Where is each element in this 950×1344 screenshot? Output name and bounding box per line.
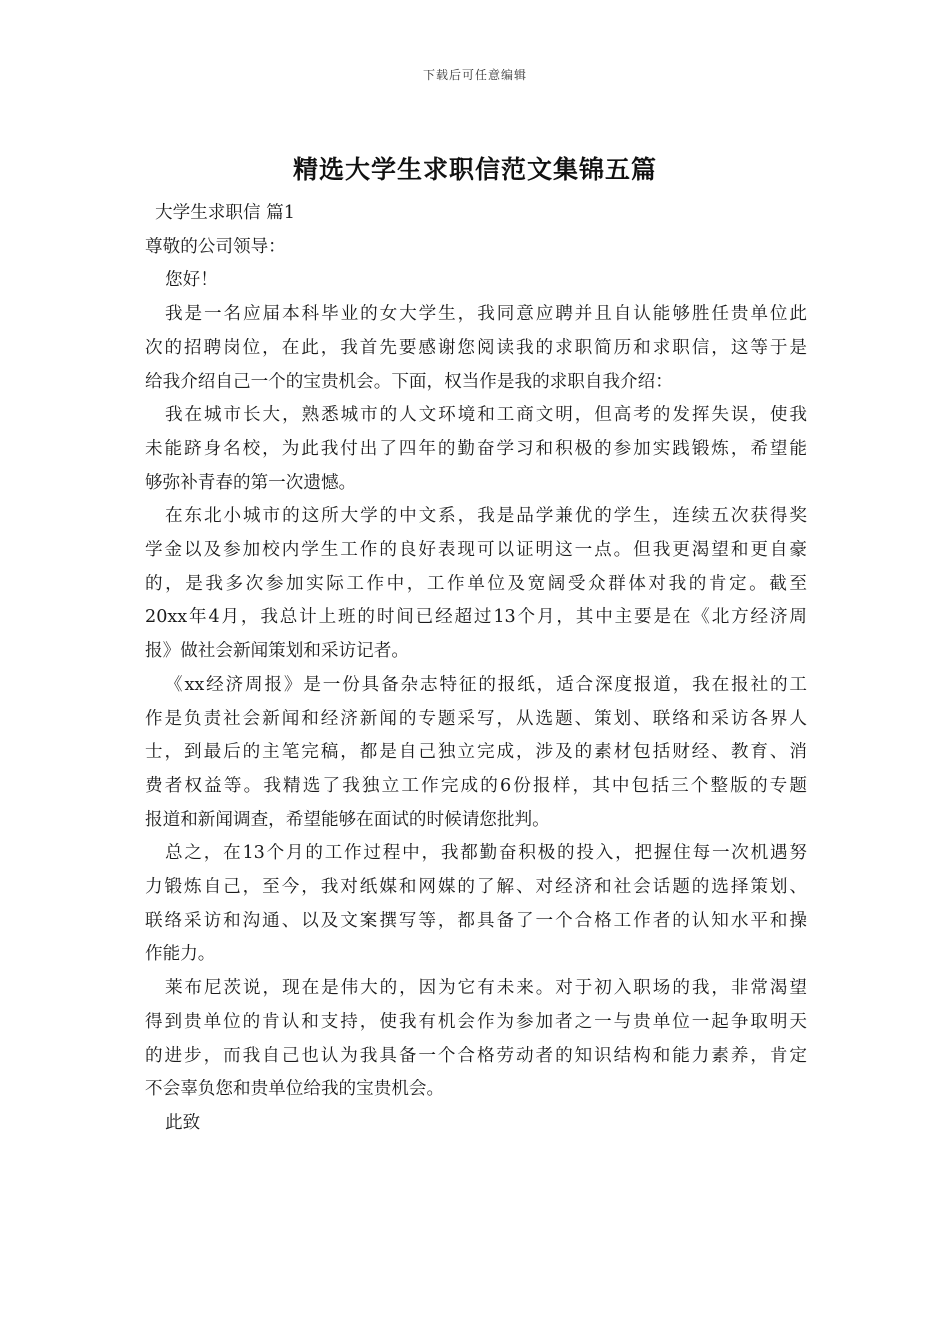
paragraph-3 — [145, 500, 807, 669]
header-note: 下载后可任意编辑 — [422, 68, 527, 82]
paragraph-line: 的进步，而我自己也认为我具备一个合格劳动者的知识结构和能力素养，肯定 — [145, 1045, 807, 1066]
paragraph-line: 《xx经济周报》是一份具备杂志特征的报纸，适合深度报道，我在报社的工 — [165, 674, 807, 695]
paragraph-line: 力锻炼自己，至今，我对纸媒和网媒的了解、对经济和社会话题的选择策划、 — [145, 877, 807, 898]
paragraph-line: 学金以及参加校内学生工作的良好表现可以证明这一点。但我更渴望和更自豪 — [145, 540, 807, 561]
paragraph-line: 莱布尼茨说，现在是伟大的，因为它有未来。对于初入职场的我，非常渴望 — [165, 978, 807, 999]
paragraph-5 — [145, 837, 807, 972]
paragraph-6 — [145, 972, 807, 1107]
paragraph-line: 在东北小城市的这所大学的中文系，我是品学兼优的学生，连续五次获得奖 — [165, 506, 807, 527]
greeting: 您好！ — [165, 270, 218, 291]
paragraph-line: 次的招聘岗位，在此，我首先要感谢您阅读我的求职简历和求职信，这等于是 — [145, 337, 807, 358]
page-title: 精选大学生求职信范文集锦五篇 — [292, 155, 657, 184]
paragraph-line: 得到贵单位的肯认和支持，使我有机会作为参加者之一与贵单位一起争取明天 — [145, 1011, 807, 1032]
paragraph-line: 报》做社会新闻策划和采访记者。 — [145, 641, 409, 662]
paragraph-line: 我是一名应届本科毕业的女大学生，我同意应聘并且自认能够胜任贵单位此 — [165, 304, 807, 325]
paragraph-line: 总之，在13个月的工作过程中，我都勤奋积极的投入，把握住每一次机遇努 — [165, 843, 807, 864]
paragraph-line: 给我介绍自己一个的宝贵机会。下面，权当作是我的求职自我介绍： — [145, 371, 673, 392]
paragraph-line: 作是负责社会新闻和经济新闻的专题采写，从选题、策划、联络和采访各界人 — [145, 708, 807, 729]
paragraph-line: 作能力。 — [145, 944, 216, 965]
closing: 此致 — [165, 1112, 201, 1133]
paragraph-1 — [145, 298, 807, 399]
section-label: 大学生求职信 篇1 — [155, 203, 295, 223]
paragraph-line: 费者权益等。我精选了我独立工作完成的6份报样，其中包括三个整版的专题 — [145, 775, 807, 796]
paragraph-line: 报道和新闻调查，希望能够在面试的时候请您批判。 — [145, 809, 550, 830]
paragraph-line: 不会辜负您和贵单位给我的宝贵机会。 — [145, 1079, 445, 1100]
paragraph-line: 的，是我多次参加实际工作中，工作单位及宽阔受众群体对我的肯定。截至 — [145, 573, 807, 594]
paragraph-4 — [145, 669, 807, 838]
paragraph-line: 我在城市长大，熟悉城市的人文环境和工商文明，但高考的发挥失误，使我 — [165, 405, 807, 426]
salutation: 尊敬的公司领导： — [145, 236, 286, 257]
paragraph-line: 士，到最后的主笔完稿，都是自己独立完成，涉及的素材包括财经、教育、消 — [145, 742, 807, 763]
paragraph-line: 20xx年4月，我总计上班的时间已经超过13个月，其中主要是在《北方经济周 — [145, 607, 807, 628]
paragraph-2 — [145, 399, 807, 500]
letter-body — [145, 197, 807, 1141]
paragraph-line: 联络采访和沟通、以及文案撰写等，都具备了一个合格工作者的认知水平和操 — [145, 910, 807, 931]
paragraph-line: 未能跻身名校，为此我付出了四年的勤奋学习和积极的参加实践锻炼，希望能 — [145, 438, 807, 459]
paragraph-line: 够弥补青春的第一次遗憾。 — [145, 472, 357, 493]
